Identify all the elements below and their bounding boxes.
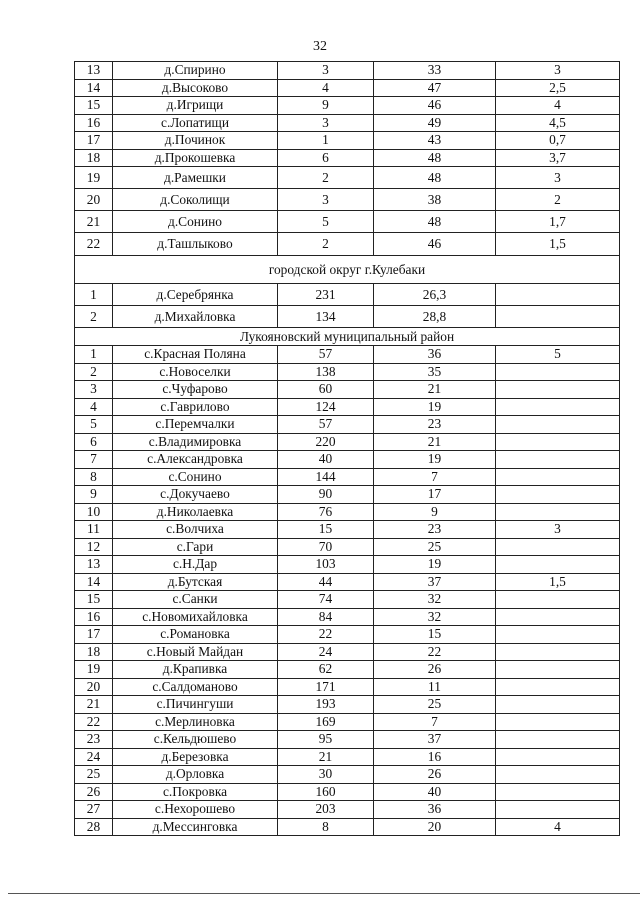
settlement-name-cell: д.Михайловка <box>113 306 278 328</box>
value-b-cell: 9 <box>374 503 496 521</box>
value-b-cell: 36 <box>374 801 496 819</box>
row-number-cell: 28 <box>75 818 113 836</box>
row-number-cell: 14 <box>75 79 113 97</box>
value-c-cell <box>496 713 620 731</box>
row-number-cell: 17 <box>75 132 113 150</box>
value-b-cell: 43 <box>374 132 496 150</box>
value-a-cell: 134 <box>278 306 374 328</box>
value-c-cell <box>496 748 620 766</box>
group-1-body <box>75 62 620 256</box>
value-c-cell: 1,7 <box>496 211 620 233</box>
settlement-name-cell: с.Кельдюшево <box>113 731 278 749</box>
value-a-cell: 1 <box>278 132 374 150</box>
row-number-cell: 22 <box>75 233 113 256</box>
value-c-cell: 3 <box>496 167 620 189</box>
value-b-cell: 28,8 <box>374 306 496 328</box>
value-c-cell: 0,7 <box>496 132 620 150</box>
value-c-cell <box>496 433 620 451</box>
settlement-name-cell: с.Красная Поляна <box>113 346 278 364</box>
settlements-table <box>74 61 620 836</box>
table-row <box>75 167 620 189</box>
value-a-cell: 144 <box>278 468 374 486</box>
table-row <box>75 346 620 364</box>
settlement-name-cell: с.Романовка <box>113 626 278 644</box>
value-c-cell: 1,5 <box>496 233 620 256</box>
value-b-cell: 19 <box>374 398 496 416</box>
page-bottom-rule <box>8 893 640 894</box>
table-row <box>75 381 620 399</box>
value-c-cell <box>496 731 620 749</box>
value-b-cell: 49 <box>374 114 496 132</box>
group-3-rows <box>75 346 620 836</box>
value-c-cell <box>496 306 620 328</box>
section-header-row <box>75 256 620 284</box>
row-number-cell: 3 <box>75 381 113 399</box>
value-a-cell: 160 <box>278 783 374 801</box>
row-number-cell: 2 <box>75 306 113 328</box>
value-a-cell: 203 <box>278 801 374 819</box>
value-a-cell: 57 <box>278 346 374 364</box>
settlement-name-cell: д.Мессинговка <box>113 818 278 836</box>
value-a-cell: 30 <box>278 766 374 784</box>
value-a-cell: 138 <box>278 363 374 381</box>
table-row <box>75 748 620 766</box>
value-a-cell: 70 <box>278 538 374 556</box>
table-row <box>75 538 620 556</box>
value-b-cell: 25 <box>374 696 496 714</box>
value-a-cell: 8 <box>278 818 374 836</box>
settlement-name-cell: д.Прокошевка <box>113 149 278 167</box>
value-a-cell: 5 <box>278 211 374 233</box>
settlement-name-cell: д.Серебрянка <box>113 284 278 306</box>
settlement-name-cell: д.Соколищи <box>113 189 278 211</box>
value-b-cell: 11 <box>374 678 496 696</box>
value-b-cell: 48 <box>374 211 496 233</box>
value-a-cell: 231 <box>278 284 374 306</box>
row-number-cell: 25 <box>75 766 113 784</box>
settlement-name-cell: с.Новоселки <box>113 363 278 381</box>
table-row <box>75 503 620 521</box>
row-number-cell: 21 <box>75 211 113 233</box>
settlement-name-cell: с.Новый Майдан <box>113 643 278 661</box>
row-number-cell: 24 <box>75 748 113 766</box>
table-row <box>75 678 620 696</box>
row-number-cell: 20 <box>75 189 113 211</box>
value-c-cell <box>496 591 620 609</box>
settlement-name-cell: с.Н.Дар <box>113 556 278 574</box>
section-title: городской округ г.Кулебаки <box>75 256 620 284</box>
table-row <box>75 149 620 167</box>
table-row <box>75 521 620 539</box>
value-b-cell: 32 <box>374 591 496 609</box>
value-b-cell: 20 <box>374 818 496 836</box>
table-row <box>75 486 620 504</box>
table-row <box>75 233 620 256</box>
table-row <box>75 114 620 132</box>
value-c-cell <box>496 783 620 801</box>
table-row <box>75 766 620 784</box>
settlement-name-cell: с.Новомихайловка <box>113 608 278 626</box>
value-a-cell: 193 <box>278 696 374 714</box>
row-number-cell: 19 <box>75 167 113 189</box>
row-number-cell: 5 <box>75 416 113 434</box>
value-b-cell: 46 <box>374 233 496 256</box>
row-number-cell: 16 <box>75 608 113 626</box>
settlement-name-cell: с.Лопатищи <box>113 114 278 132</box>
row-number-cell: 19 <box>75 661 113 679</box>
value-b-cell: 35 <box>374 363 496 381</box>
value-c-cell: 3 <box>496 62 620 80</box>
value-c-cell <box>496 608 620 626</box>
table-row <box>75 661 620 679</box>
row-number-cell: 6 <box>75 433 113 451</box>
value-c-cell <box>496 643 620 661</box>
value-c-cell <box>496 468 620 486</box>
settlement-name-cell: д.Березовка <box>113 748 278 766</box>
settlement-name-cell: с.Нехорошево <box>113 801 278 819</box>
value-b-cell: 36 <box>374 346 496 364</box>
value-b-cell: 23 <box>374 416 496 434</box>
settlement-name-cell: с.Мерлиновка <box>113 713 278 731</box>
table-row <box>75 62 620 80</box>
settlement-name-cell: д.Бутская <box>113 573 278 591</box>
table-row <box>75 189 620 211</box>
value-b-cell: 48 <box>374 167 496 189</box>
value-b-cell: 16 <box>374 748 496 766</box>
value-b-cell: 21 <box>374 381 496 399</box>
value-c-cell <box>496 556 620 574</box>
value-a-cell: 3 <box>278 114 374 132</box>
table-row <box>75 643 620 661</box>
row-number-cell: 14 <box>75 573 113 591</box>
row-number-cell: 13 <box>75 556 113 574</box>
table-row <box>75 306 620 328</box>
table-row <box>75 416 620 434</box>
row-number-cell: 15 <box>75 591 113 609</box>
table-row <box>75 713 620 731</box>
table-row <box>75 79 620 97</box>
value-b-cell: 46 <box>374 97 496 115</box>
value-c-cell <box>496 696 620 714</box>
value-a-cell: 3 <box>278 189 374 211</box>
settlement-name-cell: д.Игрищи <box>113 97 278 115</box>
value-c-cell: 2 <box>496 189 620 211</box>
value-a-cell: 4 <box>278 79 374 97</box>
value-c-cell: 4,5 <box>496 114 620 132</box>
value-c-cell <box>496 503 620 521</box>
value-a-cell: 84 <box>278 608 374 626</box>
table-row <box>75 433 620 451</box>
row-number-cell: 13 <box>75 62 113 80</box>
settlement-name-cell: с.Санки <box>113 591 278 609</box>
table-row <box>75 591 620 609</box>
table-row <box>75 451 620 469</box>
row-number-cell: 4 <box>75 398 113 416</box>
row-number-cell: 11 <box>75 521 113 539</box>
settlement-name-cell: с.Гари <box>113 538 278 556</box>
table-row <box>75 398 620 416</box>
table-row <box>75 363 620 381</box>
value-b-cell: 7 <box>374 468 496 486</box>
value-b-cell: 37 <box>374 731 496 749</box>
value-a-cell: 95 <box>278 731 374 749</box>
value-b-cell: 26 <box>374 766 496 784</box>
value-c-cell <box>496 416 620 434</box>
settlement-name-cell: с.Гаврилово <box>113 398 278 416</box>
table-row <box>75 626 620 644</box>
value-c-cell <box>496 801 620 819</box>
row-number-cell: 1 <box>75 284 113 306</box>
table-row <box>75 97 620 115</box>
page-number: 32 <box>313 39 327 54</box>
value-b-cell: 23 <box>374 521 496 539</box>
value-b-cell: 25 <box>374 538 496 556</box>
row-number-cell: 17 <box>75 626 113 644</box>
row-number-cell: 16 <box>75 114 113 132</box>
value-a-cell: 90 <box>278 486 374 504</box>
value-b-cell: 38 <box>374 189 496 211</box>
value-c-cell <box>496 766 620 784</box>
value-b-cell: 40 <box>374 783 496 801</box>
value-c-cell: 4 <box>496 818 620 836</box>
value-c-cell <box>496 381 620 399</box>
table-row <box>75 468 620 486</box>
value-a-cell: 40 <box>278 451 374 469</box>
row-number-cell: 10 <box>75 503 113 521</box>
value-c-cell: 5 <box>496 346 620 364</box>
value-b-cell: 19 <box>374 451 496 469</box>
value-c-cell <box>496 661 620 679</box>
row-number-cell: 1 <box>75 346 113 364</box>
table-row <box>75 556 620 574</box>
row-number-cell: 8 <box>75 468 113 486</box>
settlement-name-cell: с.Александровка <box>113 451 278 469</box>
value-a-cell: 9 <box>278 97 374 115</box>
value-b-cell: 37 <box>374 573 496 591</box>
settlement-name-cell: с.Докучаево <box>113 486 278 504</box>
settlement-name-cell: д.Починок <box>113 132 278 150</box>
value-a-cell: 22 <box>278 626 374 644</box>
value-c-cell <box>496 678 620 696</box>
table-row <box>75 696 620 714</box>
settlement-name-cell: д.Ташлыково <box>113 233 278 256</box>
value-c-cell <box>496 363 620 381</box>
table-row <box>75 608 620 626</box>
row-number-cell: 27 <box>75 801 113 819</box>
table-row <box>75 132 620 150</box>
settlement-name-cell: д.Высоково <box>113 79 278 97</box>
settlement-name-cell: д.Крапивка <box>113 661 278 679</box>
value-b-cell: 32 <box>374 608 496 626</box>
group-2-rows <box>75 284 620 328</box>
value-a-cell: 220 <box>278 433 374 451</box>
value-a-cell: 3 <box>278 62 374 80</box>
value-b-cell: 22 <box>374 643 496 661</box>
settlement-name-cell: с.Покровка <box>113 783 278 801</box>
value-a-cell: 57 <box>278 416 374 434</box>
value-b-cell: 21 <box>374 433 496 451</box>
group-3-body <box>75 328 620 346</box>
settlement-name-cell: с.Пичингуши <box>113 696 278 714</box>
row-number-cell: 20 <box>75 678 113 696</box>
value-c-cell <box>496 398 620 416</box>
row-number-cell: 21 <box>75 696 113 714</box>
value-a-cell: 15 <box>278 521 374 539</box>
settlement-name-cell: с.Чуфарово <box>113 381 278 399</box>
settlement-name-cell: д.Спирино <box>113 62 278 80</box>
value-a-cell: 24 <box>278 643 374 661</box>
value-c-cell: 1,5 <box>496 573 620 591</box>
value-a-cell: 171 <box>278 678 374 696</box>
row-number-cell: 7 <box>75 451 113 469</box>
value-b-cell: 15 <box>374 626 496 644</box>
value-c-cell <box>496 284 620 306</box>
settlement-name-cell: д.Сонино <box>113 211 278 233</box>
value-a-cell: 74 <box>278 591 374 609</box>
table-row <box>75 573 620 591</box>
table-row <box>75 783 620 801</box>
value-b-cell: 26,3 <box>374 284 496 306</box>
settlement-name-cell: д.Николаевка <box>113 503 278 521</box>
value-a-cell: 2 <box>278 167 374 189</box>
row-number-cell: 22 <box>75 713 113 731</box>
row-number-cell: 26 <box>75 783 113 801</box>
table-row <box>75 284 620 306</box>
table-row <box>75 731 620 749</box>
settlement-name-cell: с.Салдоманово <box>113 678 278 696</box>
value-b-cell: 33 <box>374 62 496 80</box>
settlement-name-cell: с.Сонино <box>113 468 278 486</box>
value-a-cell: 103 <box>278 556 374 574</box>
row-number-cell: 15 <box>75 97 113 115</box>
value-b-cell: 7 <box>374 713 496 731</box>
settlement-name-cell: с.Волчиха <box>113 521 278 539</box>
value-c-cell <box>496 626 620 644</box>
row-number-cell: 18 <box>75 643 113 661</box>
value-b-cell: 26 <box>374 661 496 679</box>
group-2-body <box>75 256 620 284</box>
value-a-cell: 6 <box>278 149 374 167</box>
value-c-cell <box>496 451 620 469</box>
row-number-cell: 2 <box>75 363 113 381</box>
table-row <box>75 818 620 836</box>
value-a-cell: 60 <box>278 381 374 399</box>
value-c-cell: 2,5 <box>496 79 620 97</box>
row-number-cell: 9 <box>75 486 113 504</box>
section-header-row <box>75 328 620 346</box>
value-c-cell: 3 <box>496 521 620 539</box>
value-a-cell: 169 <box>278 713 374 731</box>
row-number-cell: 18 <box>75 149 113 167</box>
value-c-cell <box>496 538 620 556</box>
value-a-cell: 21 <box>278 748 374 766</box>
value-b-cell: 48 <box>374 149 496 167</box>
value-a-cell: 62 <box>278 661 374 679</box>
settlement-name-cell: с.Перемчалки <box>113 416 278 434</box>
value-a-cell: 2 <box>278 233 374 256</box>
value-b-cell: 47 <box>374 79 496 97</box>
value-a-cell: 76 <box>278 503 374 521</box>
settlement-name-cell: с.Владимировка <box>113 433 278 451</box>
value-c-cell <box>496 486 620 504</box>
settlement-name-cell: д.Рамешки <box>113 167 278 189</box>
settlement-name-cell: д.Орловка <box>113 766 278 784</box>
value-a-cell: 124 <box>278 398 374 416</box>
value-c-cell: 3,7 <box>496 149 620 167</box>
value-b-cell: 17 <box>374 486 496 504</box>
row-number-cell: 23 <box>75 731 113 749</box>
value-b-cell: 19 <box>374 556 496 574</box>
table-row <box>75 801 620 819</box>
table-row <box>75 211 620 233</box>
value-a-cell: 44 <box>278 573 374 591</box>
row-number-cell: 12 <box>75 538 113 556</box>
value-c-cell: 4 <box>496 97 620 115</box>
section-title: Лукояновский муниципальный район <box>75 328 620 346</box>
